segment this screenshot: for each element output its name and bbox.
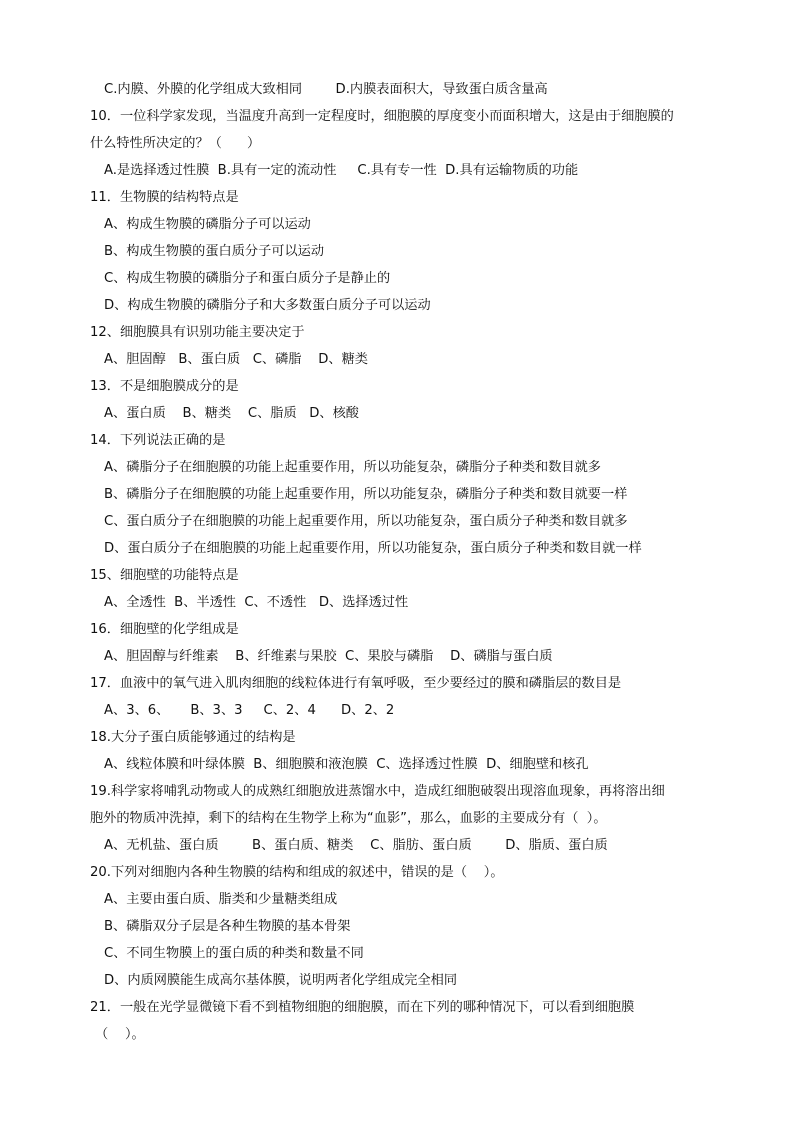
option-line: C.内膜、外膜的化学组成大致相同 D.内膜表面积大，导致蛋白质含量高 (104, 82, 548, 97)
option-14-c: C、蛋白质分子在细胞膜的功能上起重要作用，所以功能复杂，蛋白质分子种类和数目就多 (104, 514, 628, 529)
question-21: 21．一般在光学显微镜下看不到植物细胞的细胞膜，而在下列的哪种情况下，可以看到细胞膜 (90, 1000, 635, 1015)
option-20-b: B、磷脂双分子层是各种生物膜的基本骨架 (104, 919, 351, 934)
option-20-a: A、主要由蛋白质、脂类和少量糖类组成 (104, 892, 338, 907)
options-17: A、3、6、 B、3、3 C、2、4 D、2、2 (104, 703, 395, 718)
options-13: A、蛋白质 B、糖类 C、脂质 D、核酸 (104, 406, 359, 421)
options-12: A、胆固醇 B、蛋白质 C、磷脂 D、糖类 (104, 352, 368, 367)
question-19: 19.科学家将哺乳动物或人的成熟红细胞放进蒸馏水中，造成红细胞破裂出现溶血现象，再将溶出细 (90, 784, 665, 799)
option-14-d: D、蛋白质分子在细胞膜的功能上起重要作用，所以功能复杂，蛋白质分子种类和数目就一样 (104, 541, 642, 556)
question-17: 17．血液中的氧气进入肌肉细胞的线粒体进行有氧呼吸，至少要经过的膜和磷脂层的数目是 (90, 676, 622, 691)
question-19-cont: 胞外的物质冲洗掉，剩下的结构在生物学上称为“血影”，那么，血影的主要成分有（ ）。 (90, 811, 607, 826)
options-19: A、无机盐、蛋白质 B、蛋白质、糖类 C、脂肪、蛋白质 D、脂质、蛋白质 (104, 838, 608, 853)
question-21-cont: （ ）。 (95, 1027, 145, 1042)
option-20-c: C、不同生物膜上的蛋白质的种类和数量不同 (104, 946, 364, 961)
option-14-a: A、磷脂分子在细胞膜的功能上起重要作用，所以功能复杂，磷脂分子种类和数目就多 (104, 460, 601, 475)
option-14-b: B、磷脂分子在细胞膜的功能上起重要作用，所以功能复杂，磷脂分子种类和数目就要一样 (104, 487, 628, 502)
question-12: 12、细胞膜具有识别功能主要决定于 (90, 325, 305, 340)
question-13: 13．不是细胞膜成分的是 (90, 379, 239, 394)
question-15: 15、细胞壁的功能特点是 (90, 568, 239, 583)
option-11-a: A、构成生物膜的磷脂分子可以运动 (104, 217, 311, 232)
option-20-d: D、内质网膜能生成高尔基体膜，说明两者化学组成完全相同 (104, 973, 458, 988)
question-18: 18.大分子蛋白质能够通过的结构是 (90, 730, 296, 745)
options-18: A、线粒体膜和叶绿体膜 B、细胞膜和液泡膜 C、选择透过性膜 D、细胞壁和核孔 (104, 757, 589, 772)
option-11-c: C、构成生物膜的磷脂分子和蛋白质分子是静止的 (104, 271, 391, 286)
option-11-d: D、构成生物膜的磷脂分子和大多数蛋白质分子可以运动 (104, 298, 431, 313)
question-20: 20.下列对细胞内各种生物膜的结构和组成的叙述中，错误的是（ ）。 (90, 865, 504, 880)
option-11-b: B、构成生物膜的蛋白质分子可以运动 (104, 244, 325, 259)
question-10-cont: 什么特性所决定的？（ ） (90, 136, 261, 151)
options-15: A、全透性 B、半透性 C、不透性 D、选择透过性 (104, 595, 409, 610)
question-14: 14．下列说法正确的是 (90, 433, 226, 448)
question-11: 11．生物膜的结构特点是 (90, 190, 239, 205)
question-16: 16．细胞壁的化学组成是 (90, 622, 239, 637)
options-16: A、胆固醇与纤维素 B、纤维素与果胶 C、果胶与磷脂 D、磷脂与蛋白质 (104, 649, 553, 664)
question-10: 10．一位科学家发现，当温度升高到一定程度时，细胞膜的厚度变小而面积增大，这是由于细胞膜的 (90, 109, 674, 124)
options-10: A.是选择透过性膜 B.具有一定的流动性 C.具有专一性 D.具有运输物质的功能 (104, 163, 579, 178)
